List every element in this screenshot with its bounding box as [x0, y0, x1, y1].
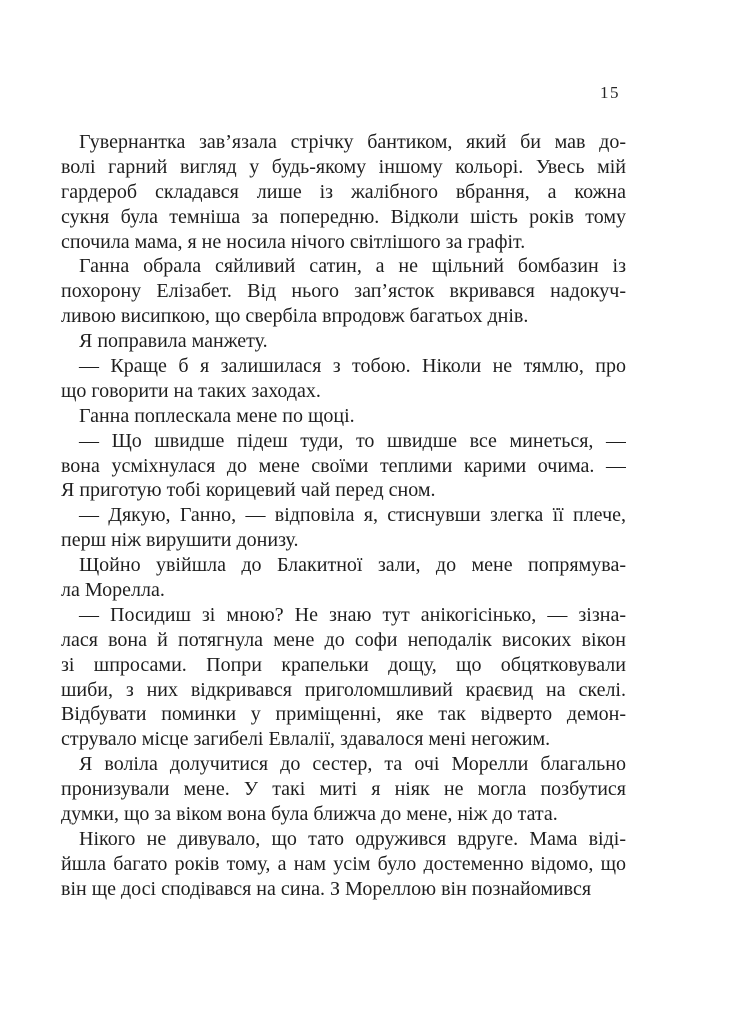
text-line: йшла багато років тому, а нам усім було достеменно відомо, що — [61, 852, 626, 875]
paragraph — [61, 603, 626, 752]
text-line: Відбувати поминки у приміщенні, яке так відверто демон- — [61, 703, 626, 726]
page-number: 15 — [600, 83, 620, 102]
text-line: вона усміхнулася до мене своїми теплими карими очима. — — [61, 454, 626, 477]
text-line: похорону Елізабет. Від нього зап’ясток вкривався надокуч- — [61, 280, 626, 303]
text-line: Щойно увійшла до Блакитної зали, до мене попрямува- — [79, 554, 626, 577]
text-line: Я воліла долучитися до сестер, та очі Морелли благально — [79, 753, 626, 776]
text-line: пронизували мене. У такі миті я ніяк не могла позбутися — [61, 778, 626, 801]
paragraph — [61, 130, 626, 254]
paragraph — [61, 354, 626, 404]
text-line: гардероб складався лише із жалібного вбрання, а кожна — [61, 180, 626, 203]
text-line: ливою висипкою, що свербіла впродовж багатьох днів. — [61, 305, 529, 328]
text-line: Ганна поплескала мене по щоці. — [79, 404, 355, 427]
text-line: лася вона й потягнула мене до софи неподалік високих вікон — [61, 628, 626, 651]
paragraph — [61, 827, 626, 902]
text-line: шиби, з них відкривався приголомшливий краєвид на скелі. — [61, 678, 626, 701]
text-line: Ганна обрала сяйливий сатин, а не щільний бомбазин із — [79, 255, 626, 278]
text-line: Нікого не дивувало, що тато одружився вдруге. Мама віді- — [79, 827, 626, 850]
text-line: волі гарний вигляд у будь-якому іншому кольорі. Увесь мій — [61, 155, 626, 178]
paragraph — [61, 254, 626, 329]
paragraph — [61, 329, 626, 354]
text-line: сукня була темніша за попередню. Відколи шість років тому — [61, 205, 626, 228]
paragraph — [61, 752, 626, 827]
text-line: — Посидиш зі мною? Не знаю тут анікогісінько, — зізна- — [79, 603, 626, 626]
text-line: ла Морелла. — [61, 579, 165, 602]
text-line: струвало місце загибелі Евлалії, здавалося мені негожим. — [61, 728, 551, 751]
text-block — [61, 130, 626, 902]
paragraph — [61, 553, 626, 603]
text-line: перш ніж вирушити донизу. — [61, 529, 299, 552]
text-line: спочила мама, я не носила нічого світлішого за графіт. — [61, 230, 526, 253]
text-line: — Дякую, Ганно, — відповіла я, стиснувши злегка її плече, — [79, 504, 626, 527]
text-line: зі шпросами. Попри крапельки дощу, що обцятковували — [61, 653, 626, 676]
text-line: думки, що за віком вона була ближча до мене, ніж до тата. — [61, 803, 558, 826]
text-line: Я приготую тобі корицевий чай перед сном. — [61, 479, 436, 502]
text-line: — Що швидше підеш туди, то швидше все минеться, — — [79, 429, 626, 452]
text-line: що говорити на таких заходах. — [61, 379, 321, 402]
paragraph — [61, 429, 626, 504]
paragraph — [61, 503, 626, 553]
text-line: Гувернантка зав’язала стрічку бантиком, який би мав до- — [79, 131, 626, 153]
text-line: — Краще б я залишилася з тобою. Ніколи не тямлю, про — [79, 355, 626, 378]
text-line: він ще досі сподівався на сина. З Мореллою він познайомився — [61, 877, 592, 900]
paragraph — [61, 404, 626, 429]
text-line: Я поправила манжету. — [79, 330, 268, 353]
